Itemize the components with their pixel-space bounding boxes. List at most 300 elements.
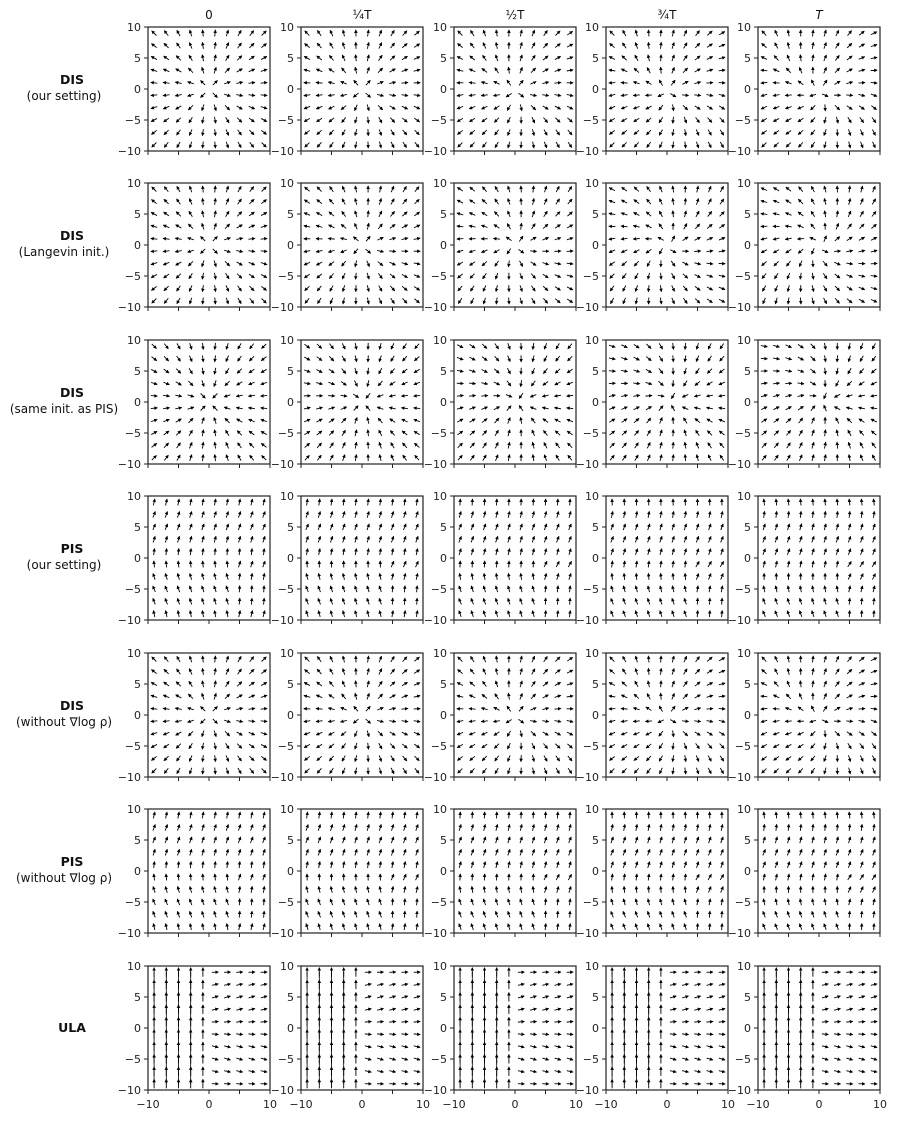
quiver-arrow (609, 188, 615, 191)
quiver-arrow (633, 708, 639, 710)
quiver-arrow (176, 274, 181, 279)
quiver-arrow (635, 285, 637, 291)
quiver-arrow (378, 731, 383, 736)
y-tick-label: −10 (423, 301, 447, 314)
quiver-arrow (331, 825, 333, 831)
quiver-arrow (316, 370, 322, 373)
quiver-arrow (483, 911, 485, 917)
quiver-arrow (694, 708, 700, 710)
quiver-arrow (648, 511, 649, 517)
quiver-arrow (785, 395, 791, 397)
quiver-arrow (719, 238, 725, 241)
quiver-arrow (261, 274, 267, 277)
quiver-arrow (775, 43, 778, 49)
quiver-arrow (762, 443, 767, 448)
quiver-arrow (190, 142, 192, 148)
quiver-arrow (404, 549, 405, 555)
quiver-arrow (685, 142, 686, 148)
quiver-arrow (569, 924, 570, 930)
quiver-arrow (837, 368, 838, 374)
quiver-arrow (238, 874, 240, 880)
quiver-arrow (706, 83, 712, 84)
quiver-arrow (202, 825, 204, 831)
quiver-arrow (343, 862, 344, 868)
quiver-arrow (763, 549, 765, 555)
quiver-arrow (392, 512, 394, 518)
quiver-arrow (416, 874, 419, 880)
quiver-arrow (557, 886, 559, 892)
quiver-arrow (178, 573, 180, 579)
quiver-arrow (201, 81, 206, 86)
y-tick-label: −5 (430, 270, 447, 283)
quiver-arrow (414, 44, 420, 47)
y-tick-label: 5 (744, 991, 751, 1004)
quiver-arrow (836, 669, 840, 674)
quiver-arrow (392, 549, 393, 555)
quiver-arrow (531, 68, 536, 73)
quiver-arrow (227, 611, 228, 617)
quiver-arrow (460, 886, 461, 892)
quiver-arrow (567, 683, 573, 685)
quiver-arrow (316, 383, 322, 385)
quiver-arrow (762, 657, 766, 662)
quiver-arrow (249, 1009, 255, 1011)
quiver-arrow (379, 586, 381, 592)
quiver-arrow (775, 524, 777, 530)
quiver-arrow (261, 744, 267, 747)
quiver-arrow (761, 214, 767, 215)
quiver-arrow (177, 443, 181, 448)
quiver-arrow (215, 142, 216, 148)
quiver-arrow (214, 924, 215, 930)
quiver-arrow (836, 837, 838, 843)
quiver-arrow (248, 1021, 254, 1022)
y-tick-label: 0 (134, 83, 141, 96)
y-tick-label: −10 (270, 927, 294, 940)
quiver-arrow (404, 849, 406, 855)
quiver-arrow (494, 225, 499, 229)
quiver-arrow (457, 370, 463, 371)
quiver-arrow (569, 887, 571, 893)
quiver-arrow (609, 130, 614, 134)
quiver-arrow (251, 849, 253, 855)
quiver-arrow (214, 586, 216, 592)
quiver-arrow (859, 984, 865, 985)
quiver-arrow (459, 911, 462, 917)
quiver-arrow (214, 499, 215, 505)
quiver-arrow (543, 69, 549, 72)
quiver-arrow (532, 368, 534, 374)
quiver-arrow (202, 812, 203, 818)
quiver-arrow (800, 611, 802, 617)
quiver-arrow (787, 536, 789, 542)
quiver-arrow (531, 694, 536, 699)
quiver-arrow (330, 536, 332, 542)
quiver-arrow (682, 1009, 688, 1011)
quiver-arrow (318, 586, 320, 592)
quiver-arrow (673, 561, 674, 567)
quiver-arrow (402, 43, 407, 47)
quiver-arrow (621, 106, 627, 108)
y-tick-label: −5 (277, 1053, 294, 1066)
quiver-arrow (849, 455, 850, 461)
quiver-arrow (622, 682, 627, 687)
quiver-arrow (824, 862, 826, 868)
quiver-arrow (532, 536, 534, 542)
quiver-arrow (342, 68, 346, 73)
quiver-arrow (788, 812, 789, 818)
quiver-arrow (392, 812, 393, 818)
y-tick-label: 0 (440, 83, 447, 96)
quiver-arrow (190, 849, 192, 855)
quiver-arrow (215, 862, 216, 868)
quiver-arrow (824, 768, 826, 774)
quiver-arrow (470, 142, 474, 147)
quiver-arrow (520, 67, 522, 73)
quiver-arrow (264, 911, 265, 917)
quiver-arrow (861, 598, 862, 604)
quiver-arrow (153, 536, 155, 542)
quiver-arrow (719, 225, 724, 229)
quiver-arrow (226, 298, 228, 304)
quiver-arrow (774, 431, 779, 436)
quiver-arrow (682, 721, 688, 722)
quiver-arrow (567, 732, 573, 735)
quiver-arrow (555, 263, 561, 264)
quiver-arrow (212, 1009, 218, 1011)
quiver-arrow (402, 695, 408, 697)
quiver-arrow (671, 405, 674, 411)
quiver-arrow (824, 911, 826, 917)
quiver-arrow (859, 732, 864, 736)
quiver-arrow (621, 345, 627, 348)
quiver-arrow (685, 561, 686, 567)
quiver-arrow (496, 273, 498, 279)
quiver-arrow (494, 707, 500, 710)
y-tick-label: 0 (592, 83, 599, 96)
quiver-arrow (355, 524, 357, 530)
quiver-arrow (648, 42, 649, 48)
quiver-arrow (813, 511, 814, 517)
quiver-arrow (635, 598, 637, 604)
y-tick-label: 5 (592, 208, 599, 221)
row-title: DIS (59, 385, 85, 400)
quiver-arrow (776, 824, 777, 830)
y-tick-label: 10 (280, 803, 294, 816)
quiver-arrow (567, 57, 573, 59)
quiver-arrow (177, 298, 180, 304)
quiver-arrow (859, 720, 865, 721)
quiver-arrow (871, 288, 877, 290)
quiver-arrow (824, 586, 825, 592)
quiver-arrow (417, 899, 418, 905)
y-tick-label: −10 (270, 614, 294, 627)
quiver-arrow (707, 419, 713, 422)
quiver-arrow (811, 768, 814, 774)
quiver-arrow (329, 69, 334, 73)
quiver-arrow (329, 356, 334, 361)
quiver-arrow (224, 708, 230, 710)
quiver-arrow (367, 824, 369, 830)
quiver-arrow (800, 899, 801, 905)
quiver-arrow (391, 443, 394, 449)
quiver-arrow (542, 1034, 548, 1035)
quiver-arrow (236, 238, 242, 239)
quiver-arrow (471, 824, 473, 830)
quiver-arrow (873, 899, 875, 905)
quiver-arrow (389, 721, 395, 722)
quiver-arrow (568, 874, 571, 880)
quiver-arrow (811, 406, 815, 411)
quiver-arrow (177, 669, 181, 674)
quiver-arrow (697, 343, 699, 349)
quiver-arrow (330, 524, 332, 530)
quiver-arrow (471, 298, 474, 304)
quiver-arrow (379, 511, 381, 517)
quiver-arrow (623, 911, 625, 917)
quiver-arrow (306, 849, 308, 855)
quiver-arrow (164, 43, 169, 48)
quiver-arrow (660, 430, 662, 436)
quiver-arrow (787, 261, 791, 266)
quiver-arrow (416, 499, 417, 505)
quiver-arrow (355, 824, 357, 830)
quiver-arrow (684, 524, 686, 530)
quiver-arrow (672, 681, 674, 687)
quiver-arrow (542, 1071, 548, 1072)
quiver-arrow (261, 1009, 267, 1011)
quiver-arrow (239, 911, 240, 917)
quiver-panel (576, 647, 728, 784)
quiver-arrow (342, 211, 346, 216)
quiver-arrow (610, 443, 615, 448)
quiver-arrow (379, 656, 381, 662)
quiver-arrow (304, 106, 310, 108)
quiver-arrow (366, 406, 370, 411)
quiver-arrow (328, 238, 334, 239)
y-tick-label: −10 (727, 1084, 751, 1097)
y-tick-label: 5 (287, 208, 294, 221)
quiver-arrow (785, 82, 791, 84)
quiver-arrow (799, 418, 803, 423)
y-tick-label: 10 (280, 960, 294, 973)
quiver-arrow (496, 285, 497, 291)
quiver-arrow (694, 395, 700, 397)
quiver-arrow (846, 984, 852, 985)
quiver-arrow (153, 812, 154, 818)
quiver-arrow (403, 837, 405, 843)
quiver-arrow (530, 996, 536, 998)
quiver-arrow (846, 1058, 852, 1060)
quiver-arrow (519, 706, 523, 711)
quiver-arrow (355, 755, 357, 761)
y-tick-label: 0 (592, 1022, 599, 1035)
quiver-arrow (378, 68, 383, 73)
quiver-arrow (859, 696, 865, 698)
quiver-arrow (304, 95, 310, 96)
quiver-arrow (459, 862, 461, 868)
quiver-arrow (261, 82, 267, 83)
quiver-arrow (495, 199, 499, 204)
quiver-arrow (684, 117, 686, 123)
quiver-arrow (224, 238, 230, 240)
y-tick-label: −10 (575, 301, 599, 314)
quiver-arrow (518, 1009, 524, 1011)
quiver-arrow (496, 681, 498, 687)
quiver-arrow (773, 709, 779, 710)
quiver-arrow (775, 285, 778, 291)
quiver-panel (118, 21, 270, 158)
quiver-arrow (719, 299, 725, 302)
quiver-arrow (470, 200, 475, 204)
y-tick-label: 5 (287, 834, 294, 847)
quiver-arrow (660, 924, 662, 930)
quiver-arrow (366, 80, 370, 85)
quiver-arrow (495, 130, 499, 135)
quiver-arrow (416, 862, 417, 868)
quiver-arrow (567, 996, 573, 998)
quiver-arrow (329, 262, 334, 266)
quiver-arrow (391, 536, 393, 542)
quiver-arrow (390, 682, 395, 686)
quiver-arrow (201, 719, 206, 724)
quiver-arrow (237, 431, 242, 436)
quiver-arrow (543, 106, 549, 109)
quiver-arrow (683, 237, 688, 241)
quiver-arrow (472, 573, 473, 579)
y-tick-label: 10 (280, 334, 294, 347)
quiver-arrow (355, 430, 357, 436)
quiver-arrow (404, 812, 405, 818)
quiver-arrow (414, 1058, 420, 1060)
quiver-arrow (859, 287, 865, 290)
y-tick-label: −10 (117, 301, 141, 314)
quiver-arrow (177, 586, 179, 592)
quiver-arrow (178, 886, 180, 892)
quiver-arrow (761, 756, 766, 760)
quiver-arrow (203, 874, 204, 880)
quiver-arrow (481, 82, 487, 84)
quiver-arrow (763, 849, 766, 855)
quiver-arrow (520, 611, 522, 617)
quiver-arrow (661, 668, 662, 674)
quiver-arrow (634, 250, 640, 253)
quiver-arrow (694, 95, 700, 96)
quiver-arrow (213, 394, 218, 399)
quiver-arrow (414, 408, 420, 409)
quiver-arrow (508, 442, 510, 448)
quiver-arrow (482, 130, 487, 135)
quiver-arrow (860, 211, 864, 216)
quiver-arrow (251, 886, 252, 892)
quiver-arrow (871, 57, 877, 58)
quiver-arrow (355, 693, 357, 699)
quiver-arrow (189, 755, 192, 761)
quiver-arrow (622, 768, 627, 773)
quiver-arrow (672, 693, 675, 699)
quiver-arrow (163, 106, 169, 109)
quiver-arrow (719, 369, 724, 373)
quiver-arrow (304, 274, 309, 278)
quiver-arrow (225, 694, 230, 699)
quiver-arrow (708, 118, 712, 123)
quiver-arrow (203, 343, 204, 349)
quiver-arrow (847, 237, 852, 241)
quiver-arrow (786, 200, 791, 204)
quiver-arrow (153, 512, 155, 518)
quiver-arrow (824, 693, 827, 699)
quiver-arrow (847, 106, 852, 110)
quiver-arrow (389, 1009, 395, 1011)
quiver-arrow (402, 744, 407, 748)
quiver-arrow (263, 812, 264, 818)
quiver-arrow (226, 524, 228, 530)
quiver-arrow (470, 455, 474, 460)
quiver-arrow (249, 369, 254, 373)
quiver-arrow (379, 30, 381, 36)
column-title (205, 8, 213, 22)
quiver-arrow (496, 598, 498, 604)
quiver-arrow (175, 238, 181, 239)
quiver-arrow (720, 118, 724, 123)
quiver-arrow (202, 586, 204, 592)
quiver-arrow (761, 696, 767, 697)
quiver-panel (728, 803, 880, 940)
quiver-arrow (164, 130, 169, 135)
quiver-arrow (202, 55, 203, 61)
quiver-arrow (507, 224, 510, 230)
quiver-arrow (226, 911, 228, 917)
quiver-arrow (494, 106, 499, 110)
quiver-panel (424, 960, 583, 1111)
quiver-arrow (800, 536, 802, 542)
quiver-arrow (368, 499, 369, 505)
quiver-arrow (482, 370, 488, 373)
quiver-arrow (533, 824, 535, 830)
quiver-arrow (238, 768, 241, 774)
quiver-arrow (249, 56, 254, 60)
quiver-arrow (151, 118, 157, 121)
quiver-arrow (415, 344, 419, 349)
quiver-arrow (249, 695, 255, 698)
quiver-arrow (238, 669, 242, 674)
quiver-arrow (636, 862, 638, 868)
quiver-arrow (249, 286, 254, 291)
quiver-arrow (874, 812, 875, 818)
quiver-arrow (188, 250, 194, 252)
quiver-arrow (471, 924, 473, 930)
quiver-arrow (569, 524, 571, 530)
quiver-arrow (822, 996, 828, 998)
quiver-arrow (707, 106, 713, 109)
quiver-arrow (248, 408, 254, 409)
quiver-arrow (227, 549, 228, 555)
quiver-arrow (305, 143, 310, 148)
quiver-arrow (774, 769, 779, 773)
quiver-arrow (621, 708, 627, 709)
quiver-arrow (365, 1058, 371, 1060)
quiver-arrow (609, 57, 615, 60)
quiver-arrow (226, 656, 228, 662)
y-tick-label: 5 (592, 834, 599, 847)
quiver-arrow (556, 455, 559, 461)
quiver-arrow (227, 874, 228, 880)
quiver-arrow (544, 368, 548, 373)
quiver-arrow (846, 395, 852, 397)
quiver-arrow (236, 721, 242, 722)
quiver-arrow (224, 720, 230, 722)
quiver-arrow (673, 874, 674, 880)
